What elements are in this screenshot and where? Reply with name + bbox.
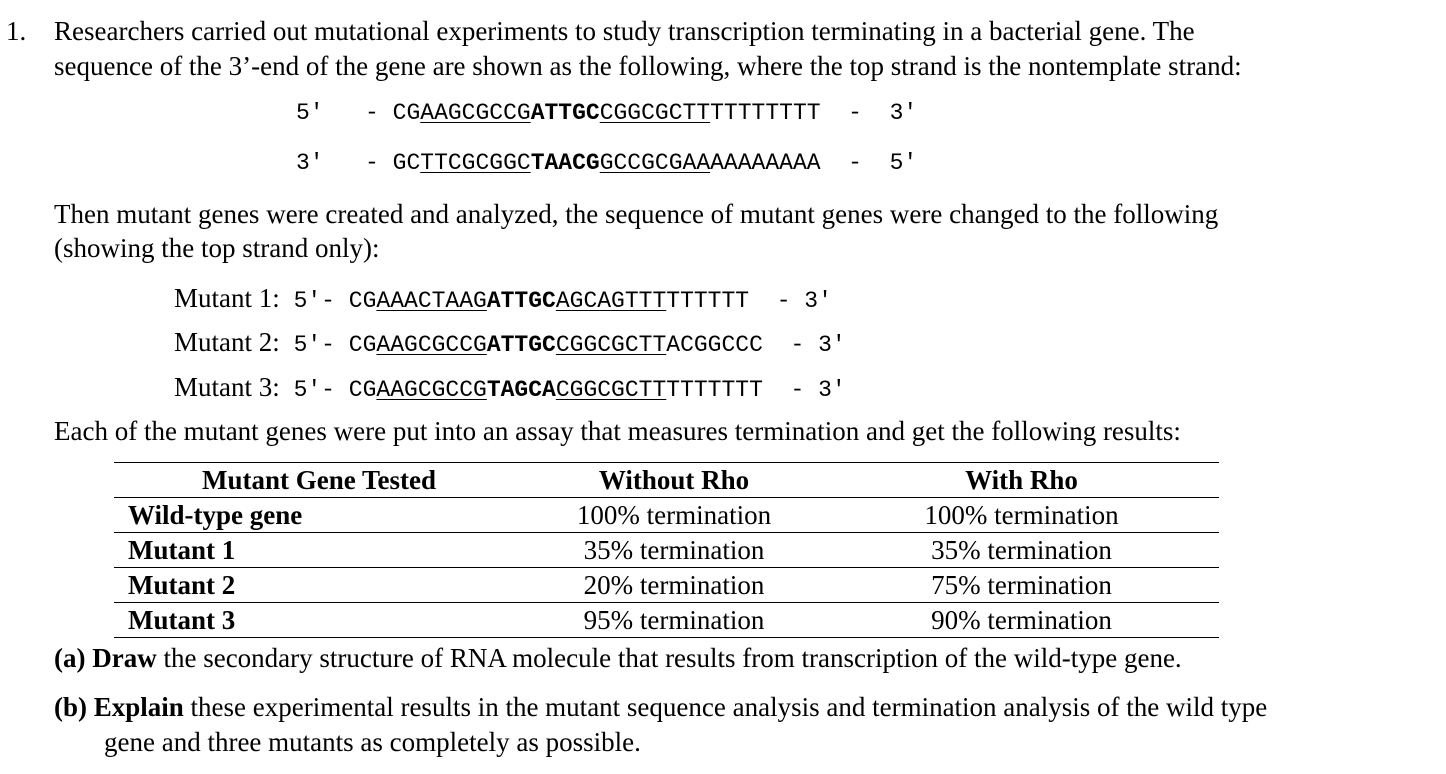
dash: - — [848, 100, 862, 126]
dash: - — [365, 100, 379, 126]
poly-t-tail: TTTTTTTT — [710, 100, 821, 126]
loop-region: ATTGC — [530, 100, 600, 126]
stem-region-1: AAGCGCCG — [376, 377, 487, 403]
seq-prefix: CG — [392, 100, 421, 126]
stem-region-1: TTCGCGGC — [420, 150, 531, 176]
part-a-label: (a) — [54, 643, 86, 673]
dash: - — [848, 150, 862, 176]
mutant-label: Mutant 3: — [174, 372, 280, 402]
stem-region-2: CGGCGCTT — [555, 332, 667, 358]
part-b-label: (b) — [54, 692, 87, 722]
with-rho-cell: 90% termination — [824, 603, 1219, 638]
five-prime-prefix: 5′- — [293, 288, 335, 314]
part-a-text: the secondary structure of RNA molecule that results from transcription of the wild-type gene. — [156, 643, 1182, 673]
five-prime-prefix: 5′- — [293, 332, 335, 358]
three-prime-suffix: - 3′ — [790, 377, 846, 403]
seq-prefix: CG — [348, 377, 377, 403]
stem-region-1: AAGCGCCG — [420, 100, 531, 126]
table-row — [114, 498, 1219, 533]
table-row — [114, 568, 1219, 603]
without-rho-cell: 20% termination — [524, 568, 824, 603]
loop-region: TAGCA — [486, 377, 556, 403]
part-a-verb: Draw — [92, 643, 157, 673]
stem-region-2: CGGCGCTT — [555, 377, 667, 403]
column-header-without-rho: Without Rho — [524, 463, 824, 498]
gene-cell: Mutant 2 — [114, 568, 524, 603]
without-rho-cell: 95% termination — [524, 603, 824, 638]
gene-cell: Wild-type gene — [114, 498, 524, 533]
with-rho-cell: 100% termination — [824, 498, 1219, 533]
question-number: 1. — [6, 16, 27, 46]
part-b-text-line-2: gene and three mutants as completely as possible. — [104, 727, 641, 757]
with-rho-cell: 75% termination — [824, 568, 1219, 603]
five-prime-label: 5′ — [296, 100, 324, 126]
results-table — [114, 462, 1219, 638]
without-rho-cell: 35% termination — [524, 533, 824, 568]
table-header-row — [114, 463, 1219, 498]
column-header-with-rho: With Rho — [824, 463, 1219, 498]
mutant-3-sequence — [174, 372, 846, 403]
mutant-label: Mutant 1: — [174, 283, 280, 313]
loop-region: TAACG — [530, 150, 600, 176]
seq-prefix: CG — [348, 332, 377, 358]
five-prime-prefix: 5′- — [293, 377, 335, 403]
mutant-intro-line-1: Then mutant genes were created and analyzed, the sequence of mutant genes were changed to the following — [54, 199, 1219, 229]
three-prime-suffix: - 3′ — [790, 332, 846, 358]
column-header-gene: Mutant Gene Tested — [114, 463, 524, 498]
without-rho-cell: 100% termination — [524, 498, 824, 533]
gene-cell: Mutant 3 — [114, 603, 524, 638]
stem-region-1: AAGCGCCG — [376, 332, 487, 358]
stem-region-2: GCCGCGAA — [599, 150, 711, 176]
three-prime-label: 3′ — [889, 100, 918, 126]
stem-region-2: AGCAGTTT — [555, 288, 667, 314]
part-b-prompt — [54, 692, 1267, 723]
loop-region: ATTGC — [486, 288, 556, 314]
three-prime-label: 3′ — [296, 150, 324, 176]
sequence-top-strand — [296, 100, 917, 126]
seq-tail: ACGGCCC — [666, 332, 763, 358]
mutant-1-sequence — [174, 283, 832, 314]
seq-prefix: CG — [348, 288, 377, 314]
part-b-verb: Explain — [93, 692, 184, 722]
with-rho-cell: 35% termination — [824, 533, 1219, 568]
intro-text-line-1: Researchers carried out mutational experiments to study transcription terminating in a bacterial gene. The — [54, 16, 1195, 46]
seq-tail: TTTTTTT — [666, 377, 763, 403]
stem-region-1: AAACTAAG — [376, 288, 487, 314]
gene-cell: Mutant 1 — [114, 533, 524, 568]
five-prime-label: 5′ — [889, 150, 918, 176]
table-row — [114, 533, 1219, 568]
table-row — [114, 603, 1219, 638]
seq-prefix: GC — [392, 150, 421, 176]
mutant-intro-line-2: (showing the top strand only): — [54, 233, 380, 263]
mutant-label: Mutant 2: — [174, 327, 280, 357]
dash: - — [365, 150, 379, 176]
poly-a-tail: AAAAAAAA — [710, 150, 821, 176]
part-a-prompt — [54, 643, 1182, 674]
stem-region-2: CGGCGCTT — [599, 100, 711, 126]
seq-tail: TTTTTT — [666, 288, 750, 314]
part-b-text-line-1: these experimental results in the mutant sequence analysis and termination analysis of the wild type — [183, 692, 1268, 722]
mutant-2-sequence — [174, 327, 846, 358]
sequence-bottom-strand — [296, 150, 917, 176]
three-prime-suffix: - 3′ — [776, 288, 832, 314]
loop-region: ATTGC — [486, 332, 556, 358]
intro-text-line-2: sequence of the 3’-end of the gene are shown as the following, where the top strand is the nontemplate strand: — [54, 51, 1242, 81]
assay-intro-text: Each of the mutant genes were put into an assay that measures termination and get the following results: — [54, 416, 1181, 446]
